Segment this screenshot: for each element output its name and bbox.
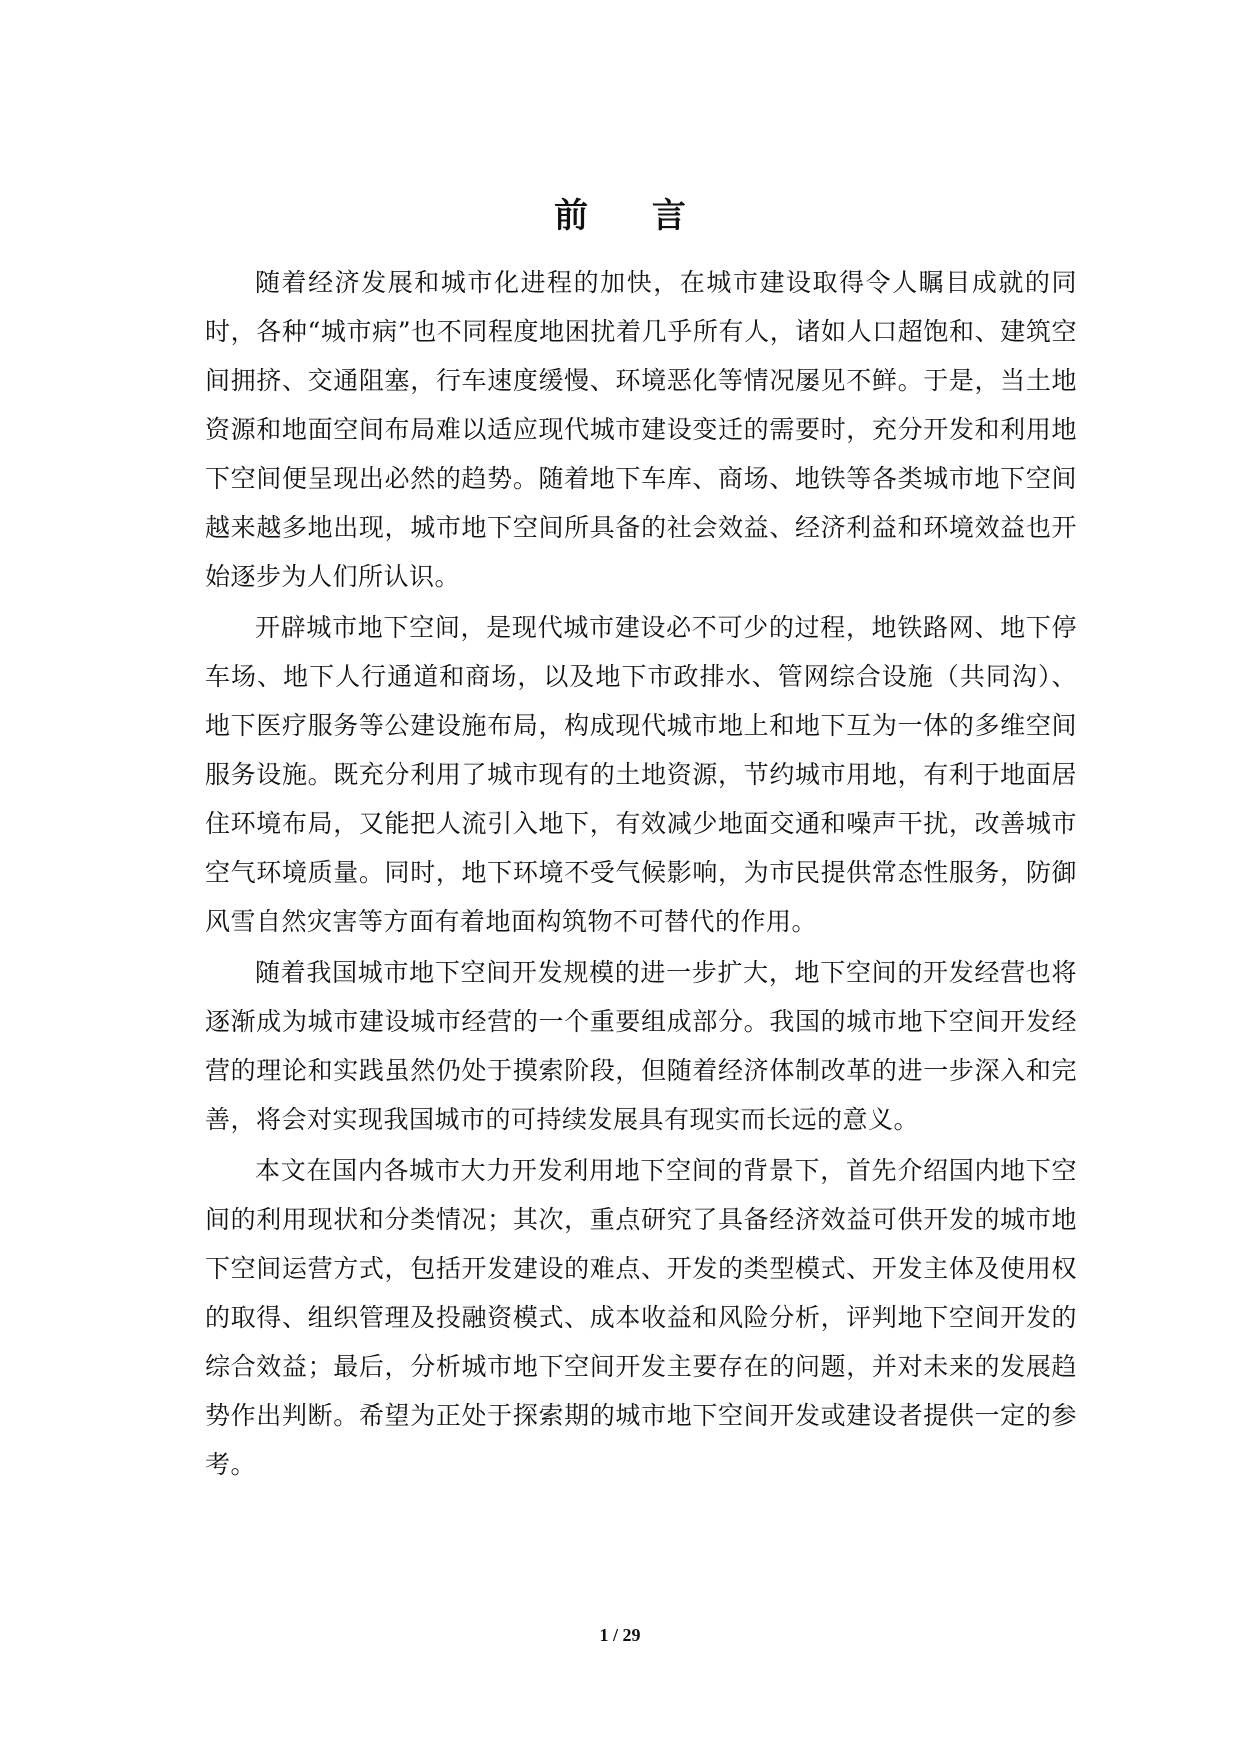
paragraph-3: 随着我国城市地下空间开发规模的进一步扩大，地下空间的开发经营也将逐渐成为城市建设城市经营的一个重要组成部分。我国的城市地下空间开发经营的理论和实践虽然仍处于摸索阶段，但随着经济体制改革的进一步深入和完善，将会对实现我国城市的可持续发展具有现实而长远的意义。: [205, 958, 1077, 1134]
page-title: 前 言: [554, 196, 712, 236]
paragraph-2: 开辟城市地下空间，是现代城市建设必不可少的过程，地铁路网、地下停车场、地下人行通道和商场，以及地下市政排水、管网综合设施（共同沟）、地下医疗服务等公建设施布局，构成现代城市地上和地下互为一体的多维空间服务设施。既充分利用了城市现有的土地资源，节约城市用地，有利于地面居住环境布局，又能把人流引入地下，有效减少地面交通和噪声干扰，改善城市空气环境质量。同时，地下环境不受气候影响，为市民提供常态性服务，防御风雪自然灾害等方面有着地面构筑物不可替代的作用。: [205, 613, 1077, 936]
paragraph-1: 随着经济发展和城市化进程的加快，在城市建设取得令人瞩目成就的同时，各种“城市病”也不同程度地困扰着几乎所有人，诸如人口超饱和、建筑空间拥挤、交通阻塞，行车速度缓慢、环境恶化等情况屡见不鲜。于是，当土地资源和地面空间布局难以适应现代城市建设变迁的需要时，充分开发和利用地下空间便呈现出必然的趋势。随着地下车库、商场、地铁等各类城市地下空间越来越多地出现，城市地下空间所具备的社会效益、经济利益和环境效益也开始逐步为人们所认识。: [205, 268, 1077, 591]
paragraph-4: 本文在国内各城市大力开发利用地下空间的背景下，首先介绍国内地下空间的利用现状和分类情况；其次，重点研究了具备经济效益可供开发的城市地下空间运营方式，包括开发建设的难点、开发的类型模式、开发主体及使用权的取得、组织管理及投融资模式、成本收益和风险分析，评判地下空间开发的综合效益；最后，分析城市地下空间开发主要存在的问题，并对未来的发展趋势作出判断。希望为正处于探索期的城市地下空间开发或建设者提供一定的参考。: [205, 1156, 1077, 1479]
page-number: 1 / 29: [599, 1625, 641, 1645]
preface-body: [205, 258, 1077, 1491]
